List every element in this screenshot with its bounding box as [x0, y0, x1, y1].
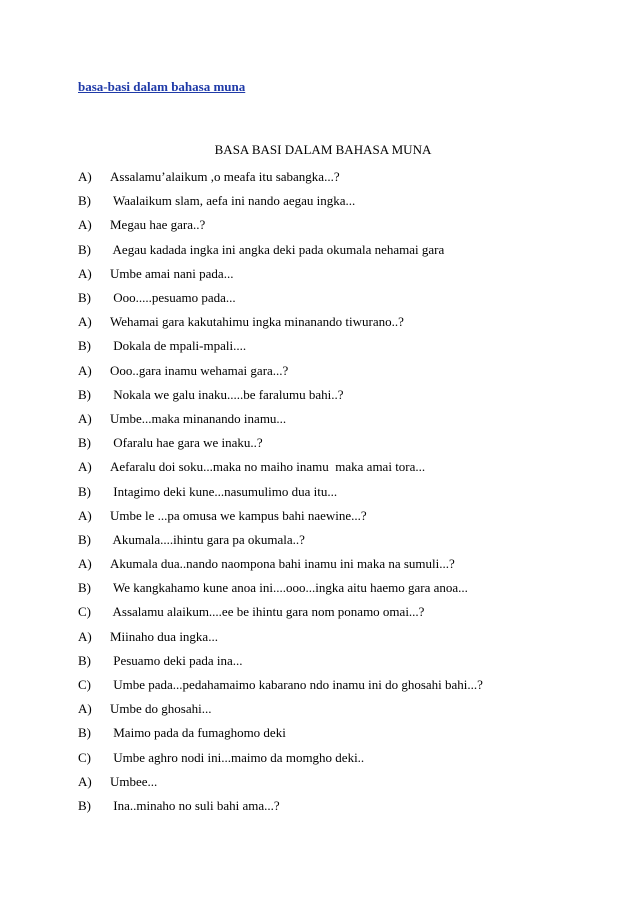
- dialogue-line: [78, 576, 483, 600]
- speaker-label: A): [78, 556, 92, 572]
- dialogue-text: Umbe...maka minanando inamu...: [110, 410, 287, 426]
- speaker-label: B): [78, 580, 91, 596]
- dialogue-list: [78, 165, 483, 818]
- speaker-label: B): [78, 435, 91, 451]
- speaker-label: B): [78, 193, 91, 209]
- dialogue-line: [78, 407, 483, 431]
- dialogue-text: Umbe do ghosahi...: [110, 701, 212, 717]
- dialogue-text: Waalaikum slam, aefa ini nando aegau ingka...: [110, 193, 356, 209]
- dialogue-text: Dokala de mpali-mpali....: [110, 338, 247, 354]
- dialogue-text: Umbe le ...pa omusa we kampus bahi naewine...?: [110, 507, 367, 523]
- speaker-label: B): [78, 483, 91, 499]
- speaker-label: A): [78, 217, 92, 233]
- dialogue-line: [78, 479, 483, 503]
- dialogue-line: [78, 649, 483, 673]
- dialogue-text: Assalamu’alaikum ,o meafa itu sabangka...?: [110, 169, 340, 185]
- dialogue-line: [78, 746, 483, 770]
- speaker-label: C): [78, 677, 91, 693]
- dialogue-text: Ina..minaho no suli bahi ama...?: [110, 797, 280, 813]
- dialogue-text: Ofaralu hae gara we inaku..?: [110, 435, 263, 451]
- dialogue-line: [78, 359, 483, 383]
- speaker-label: B): [78, 652, 91, 668]
- dialogue-line: [78, 334, 483, 358]
- speaker-label: A): [78, 314, 92, 330]
- speaker-label: A): [78, 701, 92, 717]
- speaker-label: A): [78, 459, 92, 475]
- speaker-label: A): [78, 169, 92, 185]
- document-title: BASA BASI DALAM BAHASA MUNA: [214, 142, 432, 157]
- speaker-label: B): [78, 531, 91, 547]
- dialogue-text: Miinaho dua ingka...: [110, 628, 218, 644]
- dialogue-text: Pesuamo deki pada ina...: [110, 652, 243, 668]
- dialogue-text: Ooo.....pesuamo pada...: [110, 290, 236, 306]
- dialogue-line: [78, 165, 483, 189]
- dialogue-line: [78, 794, 483, 818]
- dialogue-line: [78, 455, 483, 479]
- dialogue-text: Assalamu alaikum....ee be ihintu gara nom ponamo omai...?: [110, 604, 425, 620]
- dialogue-text: Aefaralu doi soku...maka no maiho inamu maka amai tora...: [110, 459, 426, 475]
- speaker-label: A): [78, 507, 92, 523]
- dialogue-text: Umbee...: [110, 773, 158, 789]
- dialogue-text: Nokala we galu inaku.....be faralumu bahi..?: [110, 386, 344, 402]
- dialogue-text: Megau hae gara..?: [110, 217, 206, 233]
- dialogue-text: Aegau kadada ingka ini angka deki pada okumala nehamai gara: [110, 241, 445, 257]
- dialogue-text: Umbe aghro nodi ini...maimo da momgho deki..: [110, 749, 365, 765]
- speaker-label: B): [78, 386, 91, 402]
- dialogue-line: [78, 600, 483, 624]
- dialogue-line: [78, 310, 483, 334]
- dialogue-line: [78, 262, 483, 286]
- speaker-label: A): [78, 265, 92, 281]
- dialogue-line: [78, 528, 483, 552]
- speaker-label: B): [78, 797, 91, 813]
- dialogue-text: Akumala....ihintu gara pa okumala..?: [110, 531, 305, 547]
- dialogue-line: [78, 383, 483, 407]
- dialogue-line: [78, 673, 483, 697]
- speaker-label: B): [78, 725, 91, 741]
- speaker-label: B): [78, 290, 91, 306]
- dialogue-text: Umbe amai nani pada...: [110, 265, 234, 281]
- document-link[interactable]: basa-basi dalam bahasa muna: [78, 79, 246, 94]
- dialogue-line: [78, 238, 483, 262]
- dialogue-line: [78, 286, 483, 310]
- dialogue-text: Akumala dua..nando naompona bahi inamu ini maka na sumuli...?: [110, 556, 455, 572]
- dialogue-text: Intagimo deki kune...nasumulimo dua itu...: [110, 483, 338, 499]
- dialogue-line: [78, 189, 483, 213]
- speaker-label: A): [78, 410, 92, 426]
- dialogue-text: Wehamai gara kakutahimu ingka minanando tiwurano..?: [110, 314, 404, 330]
- dialogue-line: [78, 770, 483, 794]
- dialogue-text: Umbe pada...pedahamaimo kabarano ndo inamu ini do ghosahi bahi...?: [110, 677, 483, 693]
- dialogue-line: [78, 697, 483, 721]
- speaker-label: B): [78, 241, 91, 257]
- speaker-label: A): [78, 362, 92, 378]
- dialogue-text: Ooo..gara inamu wehamai gara...?: [110, 362, 289, 378]
- speaker-label: C): [78, 749, 91, 765]
- dialogue-line: [78, 504, 483, 528]
- speaker-label: B): [78, 338, 91, 354]
- dialogue-text: Maimo pada da fumaghomo deki: [110, 725, 286, 741]
- dialogue-text: We kangkahamo kune anoa ini....ooo...ingka aitu haemo gara anoa...: [110, 580, 468, 596]
- speaker-label: A): [78, 773, 92, 789]
- speaker-label: A): [78, 628, 92, 644]
- speaker-label: C): [78, 604, 91, 620]
- dialogue-line: [78, 213, 483, 237]
- dialogue-line: [78, 552, 483, 576]
- dialogue-line: [78, 721, 483, 745]
- dialogue-line: [78, 431, 483, 455]
- dialogue-line: [78, 625, 483, 649]
